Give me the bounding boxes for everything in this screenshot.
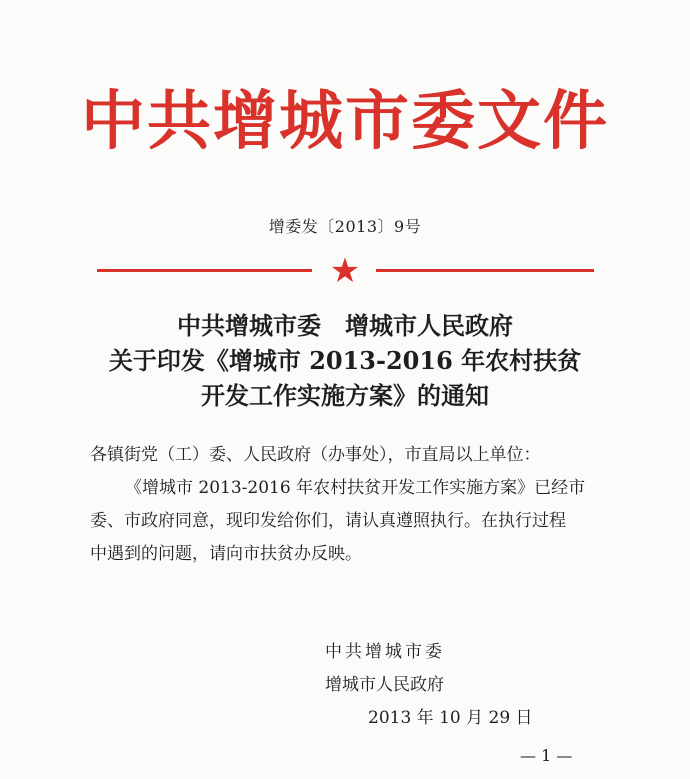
salutation: 各镇街党（工）委、人民政府（办事处），市直局以上单位： xyxy=(90,445,541,465)
red-rule-right xyxy=(376,269,594,272)
signatory-party-committee: 中共增城市委 xyxy=(325,642,445,662)
signatory-government: 增城市人民政府 xyxy=(325,675,444,695)
body-line-2: 委、市政府同意，现印发给你们，请认真遵照执行。在执行过程 xyxy=(90,511,566,531)
notice-title-line-3: 开发工作实施方案》的通知 xyxy=(201,381,489,410)
notice-title-line-2: 关于印发《增城市 2013-2016 年农村扶贫 xyxy=(108,346,582,375)
notice-title-line-1: 中共增城市委 增城市人民政府 xyxy=(177,311,513,340)
red-rule-left xyxy=(97,269,312,272)
body-line-3: 中遇到的问题，请向市扶贫办反映。 xyxy=(90,544,362,564)
issue-date: 2013 年 10 月 29 日 xyxy=(368,708,533,728)
masthead-title: 中共增城市委文件 xyxy=(81,84,609,159)
body-line-1: 《增城市 2013-2016 年农村扶贫开发工作实施方案》已经市 xyxy=(125,478,586,498)
star-icon: ★ xyxy=(329,251,361,291)
page-number: — 1 — xyxy=(520,746,573,765)
document-number: 增委发〔2013〕9号 xyxy=(268,217,422,236)
